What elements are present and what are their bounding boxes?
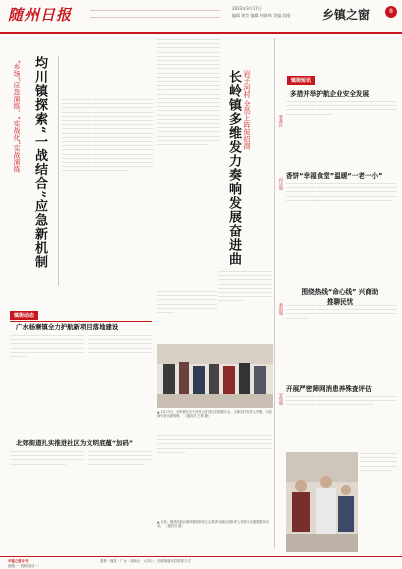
right-photo [286, 452, 358, 552]
caption-credit: （通讯员 王坤 摄） [183, 414, 212, 419]
story-body: ·························································································································································································································································································· [10, 450, 84, 467]
photo-image [286, 452, 358, 552]
center-bottom-body: ················································································································································································································································································································································································································································································································· [157, 434, 273, 455]
masthead [0, 0, 402, 34]
story-body: ······································································································································································································································································································································································································· [10, 334, 84, 360]
brief-headline: 开展严密筛网消患养殊查评估 [286, 385, 372, 393]
center-photo-caption [157, 410, 273, 432]
section-title: 乡镇之窗 [322, 8, 371, 22]
caption-text: ▲ 日前，随州高新区淅河镇组织爱心志愿者为辖区高龄老人开展义诊健康服务活动。 [157, 520, 269, 529]
right-photo-caption [157, 520, 273, 542]
story-headline: 北郊街道扎实推进社区为文明底蕴“加码” [16, 439, 134, 447]
brief-tag: 曾都区 [279, 115, 284, 127]
brief-body: ········································································································································································································································································································································································· [286, 304, 398, 321]
column-divider [58, 56, 59, 286]
left-feature-title: 均川镇探索“一战结合”应急新机制 [32, 56, 47, 269]
issue-date: 2023年3月17日 [232, 6, 262, 11]
page-footer [0, 556, 402, 569]
caption-text: ▲ 3月13日，长岭镇在岩子河村召开项目招商推介会，全镇各村负责人齐聚，为招商引资出谋划策。 [157, 410, 272, 419]
center-feature-body-col1: ···················································································································································································································································································································································································································································································································································································································································································································································································································································································································································································································································································································································································································································································································································································································································································································································································································································································································· [157, 38, 220, 148]
brief-body: ················································································································································································································································································································································································································································································································································································ [286, 182, 398, 203]
masthead-decoration [90, 10, 220, 18]
brief-body: ························································································································································································ [360, 452, 398, 473]
center-feature-body-col3: ·························································································································································································································································································································································································································· [218, 270, 273, 304]
photo-image [157, 344, 273, 408]
caption-credit: （通讯员 摄） [164, 524, 185, 529]
brief-body: ··························································································································································································································································································································· [286, 395, 398, 408]
brief-headline: 围绕热线“命心线” 兴商助推聊民忧 [301, 288, 379, 306]
center-feature-title: 长岭镇多维发力奏响发展奋进曲 [226, 70, 241, 266]
brief-headline: 香饼“幸福食堂”温暖“一老一小” [286, 172, 383, 180]
column-divider [274, 38, 275, 548]
brief-tag: 新街镇 [279, 303, 284, 315]
brief-tag: 何店镇 [279, 178, 284, 190]
left-feature-body: ················································································································································································································································································································································································································································································································································································································································································································································································································································································································································································································································································································································································································································································································································································································································································································································································································································································································ [62, 98, 154, 174]
issue-editors: 编辑 周芸 编辑 何群林 美编 段刚 [232, 13, 291, 18]
footer-label: 乡镇之窗专刊 [8, 559, 29, 563]
brief-body: ·································································································································································································································································································································································································· [286, 100, 398, 117]
center-feature-body-col4: ·································································································································································································································································································································· [157, 290, 217, 316]
footer-contact: 邮箱：··· 投稿电话：··· [8, 564, 40, 568]
story-body: ····························································································································································································································································· [88, 450, 152, 467]
brief-tag: 安居镇 [279, 393, 284, 405]
left-feature-subtitle: “乡场”应急演练，“实战化”实战演练 [13, 60, 21, 173]
footer-text: 曾都 · 随县 · 广水 · 高新区 · 大洪山 · 各镇街通讯员联系方式 [100, 559, 191, 563]
right-section-label: 镇街短讯 [287, 76, 315, 85]
center-feature-subtitle: 岩子河村 全员上阵促招商 [243, 70, 251, 150]
newspaper-logo: 随州日报 [8, 6, 73, 24]
bottom-section-label: 镇街动态 [10, 311, 38, 320]
page-number: 8 [385, 6, 397, 18]
story-headline: 广水杨寨镇全力护航新项目落地建设 [16, 323, 119, 331]
brief-headline: 多措并举护航企业安全发展 [290, 90, 370, 98]
story-body: ······································································································································································································································································································································ [88, 334, 152, 360]
issue-info [232, 5, 312, 19]
center-photo [157, 344, 273, 408]
